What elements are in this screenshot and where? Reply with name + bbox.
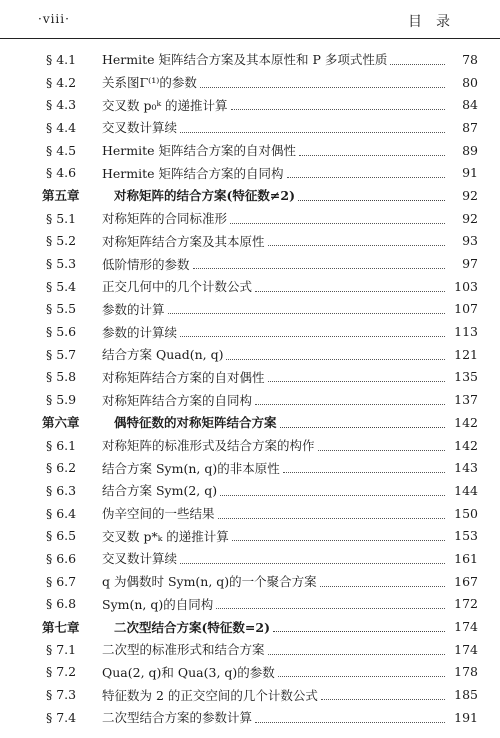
toc-section-entry [0,298,500,321]
entry-page-number: 97 [462,256,478,272]
toc-section-entry [0,320,500,343]
toc-section-entry [0,524,500,547]
entry-page-number: 80 [462,74,478,90]
dot-leader [180,562,445,564]
entry-title: 结合方案 Quad(n, q) [102,347,224,363]
entry-title: 关系图Γ⁽¹⁾的参数 [102,75,197,91]
entry-number: § 4.5 [46,142,77,158]
entry-number: § 5.8 [46,369,77,385]
entry-title: 对称矩阵的标准形式及结合方案的构作 [102,438,315,454]
entry-number: § 6.6 [46,550,77,566]
entry-number: § 6.1 [46,437,77,453]
dot-leader [255,403,445,405]
dot-leader [180,335,445,337]
toc-section-entry [0,502,500,525]
entry-number: § 6.5 [46,528,77,544]
entry-number: § 5.9 [46,392,77,408]
entry-number: § 6.4 [46,505,77,521]
toc-section-entry [0,161,500,184]
entry-title: 二次型的标准形式和结合方案 [102,642,265,658]
toc-section-entry [0,547,500,570]
entry-number: § 7.4 [46,709,77,725]
entry-page-number: 185 [454,687,478,703]
dot-leader [200,86,445,88]
dot-leader [230,222,445,224]
dot-leader [231,108,445,110]
entry-page-number: 84 [462,97,478,113]
entry-page-number: 91 [462,165,478,181]
toc-section-entry [0,638,500,661]
entry-number: 第五章 [42,188,80,204]
entry-page-number: 93 [462,233,478,249]
toc-section-entry [0,71,500,94]
entry-page-number: 150 [454,505,478,521]
entry-number: § 5.6 [46,324,77,340]
entry-page-number: 142 [454,414,478,430]
dot-leader [273,630,445,632]
dot-leader [320,585,445,587]
entry-number: § 6.2 [46,460,77,476]
toc-section-entry [0,48,500,71]
toc-section-entry [0,275,500,298]
dot-leader [216,607,445,609]
entry-title: q 为偶数时 Sym(n, q)的一个聚合方案 [102,574,317,590]
entry-title: 交叉数 p*ₖ 的递推计算 [102,528,229,544]
entry-title: 结合方案 Sym(n, q)的非本原性 [102,460,280,476]
toc-section-entry [0,252,500,275]
entry-title: 对称矩阵的合同标准形 [102,211,228,227]
dot-leader [280,426,445,428]
entry-page-number: 103 [454,278,478,294]
toc-section-entry [0,343,500,366]
entry-title: 交叉数 p₀ᵏ 的递推计算 [102,97,228,113]
entry-page-number: 144 [454,482,478,498]
toc-chapter-entry [0,184,500,207]
entry-number: § 5.2 [46,233,77,249]
entry-number: 第七章 [42,619,80,635]
page-number-roman: ·viii· [38,12,70,26]
dot-leader [283,471,445,473]
entry-page-number: 143 [454,460,478,476]
entry-page-number: 142 [454,437,478,453]
entry-number: § 4.4 [46,119,77,135]
entry-number: § 4.2 [46,74,77,90]
entry-page-number: 107 [454,301,478,317]
toc-section-entry [0,139,500,162]
entry-number: § 7.2 [46,664,77,680]
entry-title: 低阶情形的参数 [102,256,190,272]
entry-title: Hermite 矩阵结合方案的自对偶性 [102,143,297,159]
entry-page-number: 153 [454,528,478,544]
toc-section-entry [0,93,500,116]
toc-chapter-entry [0,615,500,638]
entry-title: 对称矩阵的结合方案(特征数≠2) [114,188,296,204]
entry-page-number: 113 [454,324,478,340]
entry-page-number: 174 [454,619,478,635]
entry-page-number: 191 [454,709,478,725]
entry-number: § 4.3 [46,97,77,113]
entry-number: 第六章 [42,415,80,431]
entry-page-number: 174 [454,641,478,657]
entry-title: 对称矩阵结合方案的自同构 [102,392,253,408]
toc-section-entry [0,434,500,457]
entry-number: § 5.4 [46,278,77,294]
page-header [0,0,500,39]
entry-page-number: 135 [454,369,478,385]
entry-page-number: 92 [462,187,478,203]
entry-page-number: 89 [462,142,478,158]
entry-title: 交叉数计算续 [102,551,178,567]
toc-section-entry [0,706,500,729]
dot-leader [180,131,445,133]
entry-title: Hermite 矩阵结合方案及其本原性和 P 多项式性质 [102,52,388,68]
entry-number: § 5.7 [46,346,77,362]
entry-title: 特征数为 2 的正交空间的几个计数公式 [102,687,318,703]
toc-section-entry [0,388,500,411]
entry-number: § 6.7 [46,573,77,589]
dot-leader [268,653,445,655]
entry-title: 正交几何中的几个计数公式 [102,279,253,295]
entry-title: 对称矩阵结合方案及其本原性 [102,233,265,249]
entry-title: Qua(2, q)和 Qua(3, q)的参数 [102,664,275,680]
entry-title: Sym(n, q)的自同构 [102,596,214,612]
toc-section-entry [0,570,500,593]
dot-leader [318,449,445,451]
toc-section-entry [0,207,500,230]
dot-leader [232,539,445,541]
dot-leader [268,244,445,246]
dot-leader [193,267,445,269]
entry-title: 二次型结合方案的参数计算 [102,710,253,726]
table-of-contents [0,48,500,729]
entry-page-number: 172 [454,596,478,612]
entry-title: 二次型结合方案(特征数=2) [114,619,271,635]
dot-leader [390,63,445,65]
entry-number: § 5.1 [46,210,77,226]
dot-leader [278,675,445,677]
dot-leader [298,199,445,201]
entry-number: § 6.3 [46,482,77,498]
dot-leader [220,494,445,496]
toc-section-entry [0,456,500,479]
entry-number: § 5.5 [46,301,77,317]
toc-section-entry [0,683,500,706]
entry-page-number: 161 [454,550,478,566]
dot-leader [299,154,445,156]
entry-page-number: 178 [454,664,478,680]
dot-leader [168,312,445,314]
entry-number: § 5.3 [46,256,77,272]
entry-page-number: 78 [462,51,478,67]
entry-title: 参数的计算 [102,301,165,317]
dot-leader [218,517,445,519]
entry-number: § 4.1 [46,51,77,67]
toc-section-entry [0,116,500,139]
entry-page-number: 87 [462,119,478,135]
dot-leader [226,358,445,360]
toc-section-entry [0,479,500,502]
toc-chapter-entry [0,411,500,434]
entry-page-number: 167 [454,573,478,589]
dot-leader [287,176,445,178]
entry-title: 伪辛空间的一些结果 [102,506,215,522]
entry-title: 参数的计算续 [102,324,178,340]
running-title: 目录 [408,14,464,30]
entry-number: § 6.8 [46,596,77,612]
dot-leader [255,721,445,723]
toc-section-entry [0,366,500,389]
toc-section-entry [0,593,500,616]
entry-number: § 7.3 [46,687,77,703]
toc-section-entry [0,230,500,253]
entry-title: 交叉数计算续 [102,120,178,136]
entry-page-number: 92 [462,210,478,226]
toc-section-entry [0,661,500,684]
entry-page-number: 121 [454,346,478,362]
entry-title: Hermite 矩阵结合方案的自同构 [102,165,284,181]
entry-number: § 7.1 [46,641,77,657]
dot-leader [321,698,445,700]
entry-page-number: 137 [454,392,478,408]
entry-number: § 4.6 [46,165,77,181]
dot-leader [268,380,445,382]
entry-title: 偶特征数的对称矩阵结合方案 [114,415,277,431]
entry-title: 结合方案 Sym(2, q) [102,483,218,499]
dot-leader [255,290,445,292]
entry-title: 对称矩阵结合方案的自对偶性 [102,369,265,385]
